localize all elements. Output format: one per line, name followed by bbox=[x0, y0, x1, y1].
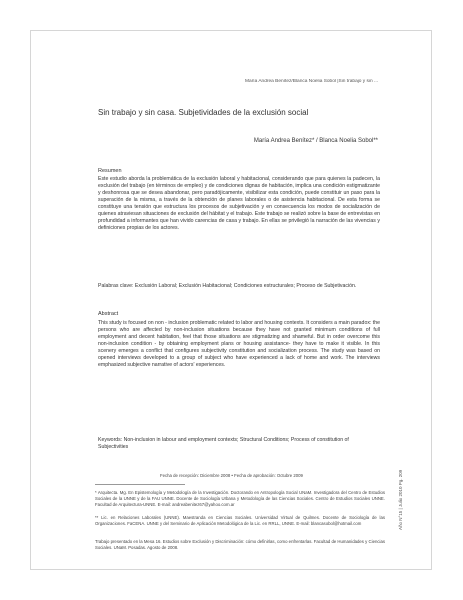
abstract-body: This study is focused on non - inclusion problematic related to labor and housing contexts. It considers a main paradox: the persons who are affected by non-inclusion situations because they have not granted minimum conditions of full employment and decent habitation, feel that those situations are stigmatizing and shameful. But in order overcome this non-inclusion condition - by obtaining employment plans or housing assistance- they have to make it visible. In this scenery emerges a conflict that configures subjectivity constitution and socialization process. The study was based on opened interviews developed to a group of subject who have experienced a lack of home and work. The interviews emphasized subjective narrative of actors' experiences. bbox=[98, 320, 381, 368]
resumen-heading: Resumen bbox=[98, 168, 122, 174]
side-issue-info: Año N°15 | Julio 2010 Pg. 209 bbox=[398, 469, 403, 530]
footnote-rule bbox=[95, 484, 185, 485]
footnote-3: Trabajo presentado en la Mesa 16. Estudios sobre Exclusión y Discriminación: cómo definirlas, como enfrentarlas. Facultad de Humanidades y Ciencias Sociales. UNaM. Posadas. Agosto de 2008. bbox=[95, 539, 385, 550]
running-head: María Andrea Benítez/Blanca Noelia Sobol |Sin trabajo y sin ... bbox=[245, 79, 378, 84]
footnote-1: * Arquitecta. Mg. En Epistemología y Metodología de la Investigación. Doctorando en Antropología Social UNaM. Investigadora del Centro de Estudios Sociales de la UNNE y de la FAU UNNE. Docente de Sociología Urbana y Metodología de las Ciencias Sociales. Centro de Estudios Sociales UNNE. Facultad de Arquitectura-UNNE. E-mail: andreabenitez67@yahoo.com.ar bbox=[95, 490, 385, 507]
keywords: Keywords: Non-inclusion in labour and employment contexts; Structural Conditions; Process of constitution of Subjectivities bbox=[98, 437, 349, 450]
palabras-clave: Palabras clave: Exclusión Laboral; Exclusión Habitacional; Condiciones estructurales; Proceso de Subjetivación. bbox=[98, 283, 357, 289]
footnote-2: ** Lic. en Relaciones Laborales (UNNE). Maestranda en Ciencias Sociales. Universidad Virtual de Quilmes. Docente de Sociología de las Organizaciones. FaCENA. UNNE y del Seminario de Aplicación Metodológica de la Lic. en RRLL, UNNE. E-mail: blancasobol@hotmail.com bbox=[95, 515, 385, 526]
resumen-body: Este estudio aborda la problemática de la exclusión laboral y habitacional, considerando que para quienes la padecen, la exclusión del trabajo (en términos de empleo) y de condiciones dignas de habitación, implica una condición estigmatizante y deshonrosa que se desea abandonar, pero paradójicamente, visibilizar esta condición, puede constituir un paso para la superación de la misma, a través de la obtención de planes laborales o de asistencia habitacional. De esta forma se constituye una tensión que estructura los procesos de subjetivación y en consecuencia los modos de socialización de quienes atraviesan situaciones de exclusión del hábitat y el trabajo. Este trabajo se realizó sobre la base de entrevistas en profundidad a informantes que han vivido carencias de casa y trabajo. En ellas se privilegió la narración de las vivencias y definiciones propias de los actores. bbox=[98, 176, 380, 231]
page-title: Sin trabajo y sin casa. Subjetividades de la exclusión social bbox=[98, 108, 309, 117]
authors-line: María Andrea Benítez* / Blanca Noelia Sobol** bbox=[253, 138, 378, 144]
abstract-heading: Abstract bbox=[98, 311, 119, 317]
dates-line: Fecha de recepción: Diciembre 2008 • Fecha de aprobación: Octubre 2009 bbox=[160, 473, 303, 478]
